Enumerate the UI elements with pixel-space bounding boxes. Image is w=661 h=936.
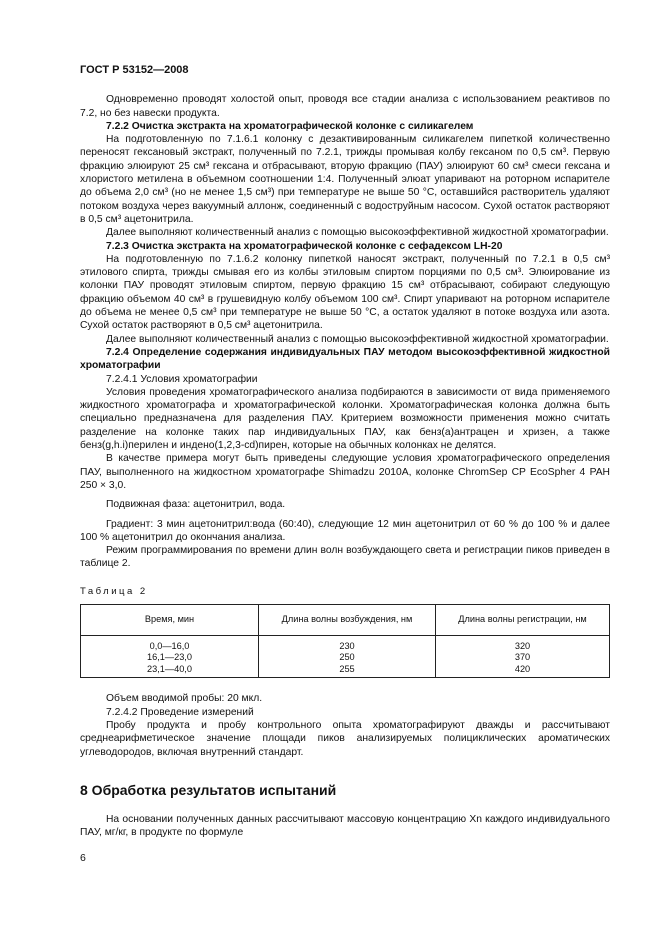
table-row	[81, 635, 610, 652]
table-header-time: Время, мин	[81, 604, 259, 635]
paragraph-example: В качестве примера могут быть приведены следующие условия хроматографического определения ПАУ, выполненного на жидкостном хроматографе Shimadzu 2010A, колонке ChromSep CP EcoSpher 4 PAH 250 × 3,0.	[80, 453, 610, 491]
paragraph-wavelength-mode: Режим программирования по времени длин волн возбуждающего света и регистрации пиков приведен в таблице 2.	[80, 545, 610, 570]
document-header: ГОСТ Р 53152—2008	[80, 64, 189, 76]
page-number: 6	[80, 852, 86, 864]
section-8-heading: 8 Обработка результатов испытаний	[80, 781, 337, 798]
paragraph-7-2-2-hplc: Далее выполняют количественный анализ с помощью высокоэффективной жидкостной хроматографии.	[106, 227, 609, 239]
paragraph-measurements: Пробу продукта и пробу контрольного опыта хроматографируют дважды и рассчитывают среднеарифметическое значение площади пиков анализируемых полициклических ароматических углеводородов, включая внутренний стандарт.	[80, 720, 610, 758]
paragraph-section-8: На основании полученных данных рассчитывают массовую концентрацию Xn каждого индивидуального ПАУ, мг/кг, в продукте по формуле	[80, 813, 610, 839]
paragraph-sample-volume: Объем вводимой пробы: 20 мкл.	[106, 693, 263, 705]
table-cell: 420	[436, 664, 610, 678]
paragraph-7-2-3-hplc: Далее выполняют количественный анализ с помощью высокоэффективной жидкостной хроматографии.	[106, 333, 609, 345]
heading-7-2-4-2: 7.2.4.2 Проведение измерений	[106, 706, 254, 718]
table-cell: 230	[259, 635, 436, 652]
table-cell: 16,1—23,0	[81, 652, 259, 664]
paragraph-blank-test: Одновременно проводят холостой опыт, проводя все стадии анализа с использованием реактивов по 7.2, но без навески продукта.	[80, 94, 610, 119]
paragraph-gradient: Градиент: 3 мин ацетонитрил:вода (60:40), следующие 12 мин ацетонитрил от 60 % до 100 % и далее 100 % ацетонитрил до окончания анализа.	[80, 518, 610, 543]
table-row	[81, 652, 610, 664]
heading-7-2-4-1: 7.2.4.1 Условия хроматографии	[106, 373, 258, 385]
table-cell: 320	[436, 635, 610, 652]
heading-7-2-3: 7.2.3 Очистка экстракта на хроматографической колонке с сефадексом LH-20	[106, 240, 503, 252]
table-header-registration: Длина волны регистрации, нм	[436, 604, 610, 635]
table-cell: 255	[259, 664, 436, 678]
paragraph-conditions: Условия проведения хроматографического анализа подбираются в зависимости от вида применяемого жидкостного хроматографа и хроматографической колонки. Хроматографическая колонка должна быть специально предназначена для разделения ПАУ. Критерием возможности применения можно считать разделение на колонке таких пар индивидуальных ПАУ, как бенз(а)антрацен и хризен, а также бенз(g,h.i)перилен и индено(1,2,3-cd)пирен, которые на обычных колонках не делятся.	[80, 386, 610, 452]
table-header-row	[81, 604, 610, 635]
page-body	[80, 64, 610, 840]
heading-7-2-4: 7.2.4 Определение содержания индивидуальных ПАУ методом высокоэффективной жидкостной хроматографии	[80, 346, 610, 372]
heading-7-2-2: 7.2.2 Очистка экстракта на хроматографической колонке с силикагелем	[106, 120, 474, 132]
wavelength-table	[80, 604, 610, 679]
table-cell: 370	[436, 652, 610, 664]
table-caption: Таблица 2	[80, 585, 148, 597]
table-row	[81, 664, 610, 678]
table-cell: 0,0—16,0	[81, 635, 259, 652]
table-header-excitation: Длина волны возбуждения, нм	[259, 604, 436, 635]
paragraph-7-2-3: На подготовленную по 7.1.6.2 колонку пипеткой наносят экстракт, полученный по 7.2.1 в 0,5 см³ этилового спирта, трижды смывая его из колбы этиловым спиртом порциями по 0,5 см³. Элюирование из колонки ПАУ проводят этиловым спиртом, первую фракцию 15 см³ отбрасывают, собирают следующую фракцию объемом 40 см³ в грушевидную колбу объемом 100 см³. Спирт упаривают на роторном испарителе до объема не менее 0,5 см³ при температуре не выше 50 °С, а остаток удаляют в потоке воздуха или азота. Сухой остаток растворяют в 0,5 см³ ацетонитрила.	[80, 253, 610, 332]
table-cell: 23,1—40,0	[81, 664, 259, 678]
paragraph-7-2-2: На подготовленную по 7.1.6.1 колонку с дезактивированным силикагелем пипеткой количественно переносят гексановый экстракт, полученный по 7.2.1, трижды промывая колбу гексаном по 0,5 см³. Первую фракцию элюируют 25 см³ гексана и отбрасывают, вторую фракцию (ПАУ) элюируют 60 см³ смеси гексана и хлористого метилена в объемном соотношении 1:4. Полученный элюат упаривают на роторном испарителе до объема 2,0 см³ (но не менее 1,5 см³) при температуре не выше 50 °С, оставшийся растворитель удаляют потоком воздуха через вакуумный аллонж, соединенный с водоструйным насосом. Сухой остаток растворяют в 0,5 см³ ацетонитрила.	[80, 134, 610, 225]
paragraph-mobile-phase: Подвижная фаза: ацетонитрил, вода.	[106, 499, 286, 511]
table-cell: 250	[259, 652, 436, 664]
